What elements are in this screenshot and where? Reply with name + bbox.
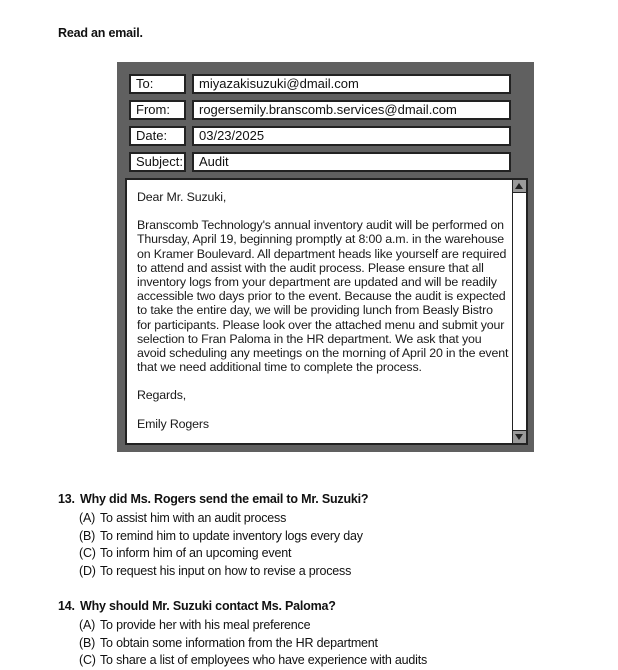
answer-option[interactable] [79,528,363,546]
option-letter: (C) [79,653,96,667]
answer-option[interactable] [79,617,427,635]
question-number: 14. [58,599,75,613]
scroll-down-button[interactable] [513,430,526,443]
option-letter: (D) [79,563,96,578]
from-label: From: [129,100,186,120]
question-14-options [79,617,427,670]
option-text: To share a list of employees who have experience with audits [100,653,428,667]
date-label: Date: [129,126,186,146]
to-label: To: [129,74,186,94]
email-window [117,62,534,452]
option-text: To inform him of an upcoming event [100,546,292,560]
option-letter: (B) [79,635,96,650]
question-number: 13. [58,492,75,506]
option-text: To request his input on how to revise a process [100,563,352,578]
email-body-text [137,190,509,431]
answer-option[interactable] [79,652,427,670]
subject-field[interactable]: Audit [192,152,511,172]
answer-option[interactable] [79,510,363,528]
answer-option[interactable] [79,563,363,581]
email-body[interactable] [125,178,528,445]
option-letter: (C) [79,546,96,560]
option-text: To provide her with his meal preference [100,618,311,632]
question-text: Why did Ms. Rogers send the email to Mr. Suzuki? [80,492,369,506]
scroll-up-button[interactable] [513,180,526,193]
option-letter: (B) [79,528,96,543]
to-field[interactable]: miyazakisuzuki@dmail.com [192,74,511,94]
email-closing: Regards, [137,388,187,403]
email-paragraph: Branscomb Technology's annual inventory audit will be performed on Thursday, April 19, beginning promptly at 8:00 a.m. in the warehouse on Kramer Boulevard. All department heads like yourself are required to attend and assist with the audit process. Please ensure that all inventory logs from your department are updated and will be readily accessible two days prior to the event. Because the audit is expected to take the entire day, we will be providing lunch from Beasly Bistro for participants. Please look over the attached menu and submit your selection to Fran Paloma in the HR department. We ask that you avoid scheduling any meetings on the morning of April 20 in the event that we need additional time to complete the process. [137,218,509,375]
option-text: To remind him to update inventory logs every day [100,528,363,543]
arrow-up-icon [515,183,523,189]
question-14 [58,599,336,613]
email-signature: Emily Rogers [137,416,209,431]
answer-option[interactable] [79,635,427,653]
arrow-down-icon [515,434,523,440]
question-13 [58,492,368,506]
option-letter: (A) [79,511,96,525]
date-field[interactable]: 03/23/2025 [192,126,511,146]
vertical-scrollbar[interactable] [512,180,526,443]
answer-option[interactable] [79,545,363,563]
question-text: Why should Mr. Suzuki contact Ms. Paloma? [80,599,336,613]
email-greeting: Dear Mr. Suzuki, [137,190,227,204]
option-text: To assist him with an audit process [100,511,287,525]
option-letter: (A) [79,618,96,632]
question-13-options [79,510,363,580]
subject-label: Subject: [129,152,186,172]
from-field[interactable]: rogersemily.branscomb.services@dmail.com [192,100,511,120]
instruction-heading: Read an email. [58,26,143,40]
option-text: To obtain some information from the HR department [100,635,378,650]
